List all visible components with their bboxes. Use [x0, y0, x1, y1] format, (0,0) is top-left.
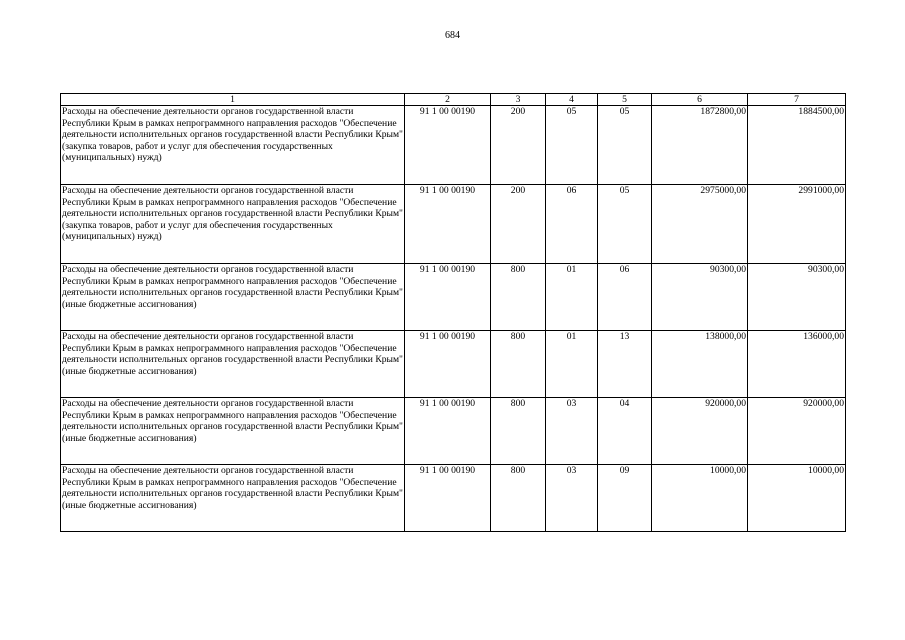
row-target-code: 91 1 00 00190 — [405, 106, 491, 185]
row-subsection: 04 — [598, 398, 652, 465]
budget-table — [60, 93, 846, 532]
row-description: Расходы на обеспечение деятельности органов государственной власти Республики Крым в рамках непрограммного направления расходов "Обеспечение деятельности исполнительных органов государственной власти Республики Крым" (закупка товаров, работ и услуг для обеспечения государственных (муниципальных) нужд) — [61, 106, 405, 185]
row-subsection: 09 — [598, 465, 652, 532]
row-description: Расходы на обеспечение деятельности органов государственной власти Республики Крым в рамках непрограммного направления расходов "Обеспечение деятельности исполнительных органов государственной власти Республики Крым" (иные бюджетные ассигнования) — [61, 465, 405, 532]
row-section: 03 — [546, 398, 598, 465]
header-cell-6: 6 — [652, 94, 748, 106]
row-amount-2: 90300,00 — [748, 264, 846, 331]
row-subsection: 06 — [598, 264, 652, 331]
row-expense-type: 200 — [491, 106, 546, 185]
row-amount-2: 136000,00 — [748, 331, 846, 398]
row-description: Расходы на обеспечение деятельности органов государственной власти Республики Крым в рамках непрограммного направления расходов "Обеспечение деятельности исполнительных органов государственной власти Республики Крым" (иные бюджетные ассигнования) — [61, 331, 405, 398]
table-row — [61, 106, 846, 185]
row-amount-1: 10000,00 — [652, 465, 748, 532]
row-description: Расходы на обеспечение деятельности органов государственной власти Республики Крым в рамках непрограммного направления расходов "Обеспечение деятельности исполнительных органов государственной власти Республики Крым" (закупка товаров, работ и услуг для обеспечения государственных (муниципальных) нужд) — [61, 185, 405, 264]
table-row — [61, 264, 846, 331]
row-target-code: 91 1 00 00190 — [405, 398, 491, 465]
row-expense-type: 800 — [491, 465, 546, 532]
row-amount-2: 10000,00 — [748, 465, 846, 532]
table-row — [61, 185, 846, 264]
row-amount-1: 90300,00 — [652, 264, 748, 331]
row-section: 05 — [546, 106, 598, 185]
row-expense-type: 800 — [491, 264, 546, 331]
row-expense-type: 200 — [491, 185, 546, 264]
header-cell-7: 7 — [748, 94, 846, 106]
row-subsection: 13 — [598, 331, 652, 398]
row-expense-type: 800 — [491, 331, 546, 398]
row-amount-1: 1872800,00 — [652, 106, 748, 185]
header-cell-5: 5 — [598, 94, 652, 106]
row-amount-2: 920000,00 — [748, 398, 846, 465]
row-target-code: 91 1 00 00190 — [405, 331, 491, 398]
row-description: Расходы на обеспечение деятельности органов государственной власти Республики Крым в рамках непрограммного направления расходов "Обеспечение деятельности исполнительных органов государственной власти Республики Крым" (иные бюджетные ассигнования) — [61, 264, 405, 331]
header-row — [61, 94, 846, 106]
row-description: Расходы на обеспечение деятельности органов государственной власти Республики Крым в рамках непрограммного направления расходов "Обеспечение деятельности исполнительных органов государственной власти Республики Крым" (иные бюджетные ассигнования) — [61, 398, 405, 465]
table-row — [61, 398, 846, 465]
header-cell-2: 2 — [405, 94, 491, 106]
table-row — [61, 465, 846, 532]
row-amount-1: 138000,00 — [652, 331, 748, 398]
row-section: 06 — [546, 185, 598, 264]
row-section: 01 — [546, 264, 598, 331]
row-section: 01 — [546, 331, 598, 398]
row-amount-1: 2975000,00 — [652, 185, 748, 264]
page-number: 684 — [445, 30, 460, 41]
row-expense-type: 800 — [491, 398, 546, 465]
row-amount-2: 2991000,00 — [748, 185, 846, 264]
header-cell-4: 4 — [546, 94, 598, 106]
row-amount-1: 920000,00 — [652, 398, 748, 465]
row-subsection: 05 — [598, 106, 652, 185]
row-target-code: 91 1 00 00190 — [405, 264, 491, 331]
header-cell-3: 3 — [491, 94, 546, 106]
row-subsection: 05 — [598, 185, 652, 264]
row-target-code: 91 1 00 00190 — [405, 185, 491, 264]
row-amount-2: 1884500,00 — [748, 106, 846, 185]
row-section: 03 — [546, 465, 598, 532]
table-row — [61, 331, 846, 398]
row-target-code: 91 1 00 00190 — [405, 465, 491, 532]
header-cell-1: 1 — [61, 94, 405, 106]
